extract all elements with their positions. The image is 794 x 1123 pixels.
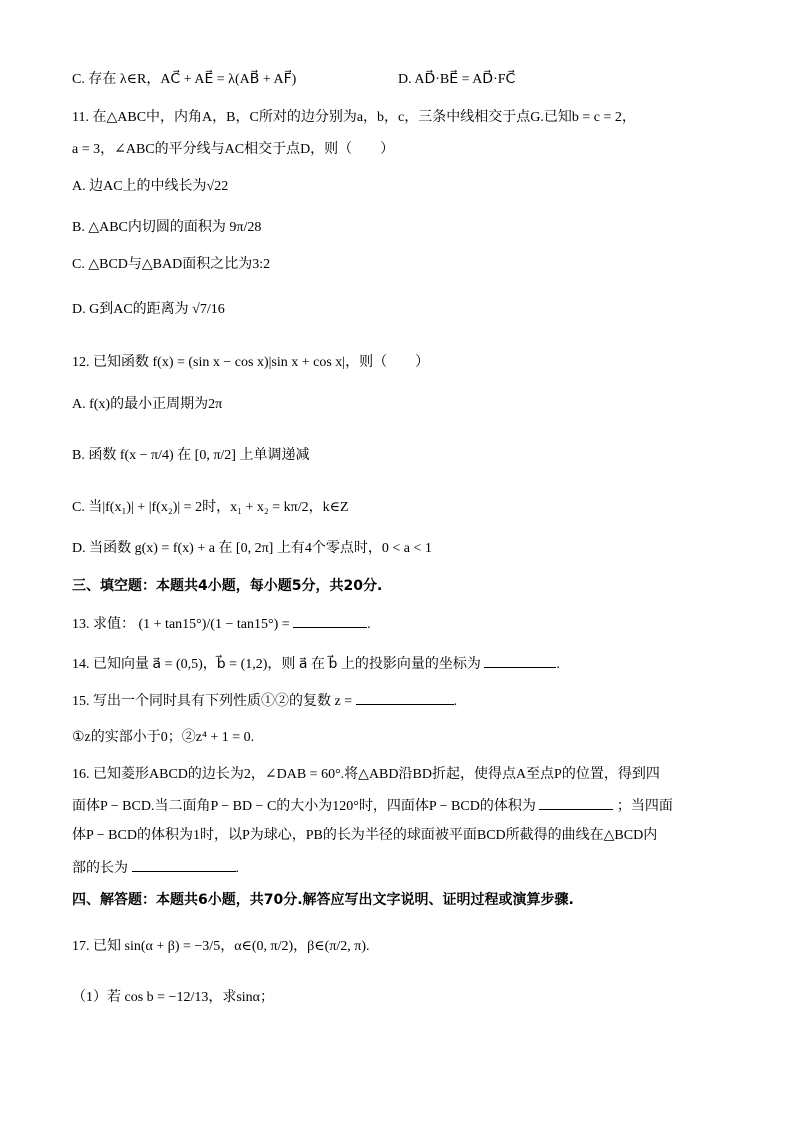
question-13-expression: (1 + tan15°)/(1 − tan15°) = [138,617,290,632]
option-12a: A. f(x)的最小正周期为2π [72,397,223,412]
answer-blank[interactable] [356,690,454,705]
option-12c: C. 当|f(x₁)| + |f(x₂)| = 2时，x₁ + x₂ = kπ/2，k∈Z [72,500,349,515]
answer-blank[interactable] [132,857,236,872]
question-15-properties: ①z的实部小于0；②z⁴ + 1 = 0. [72,730,255,745]
option-11b: B. △ABC内切圆的面积为 9π/28 [72,220,262,235]
option-12b: B. 函数 f(x − π/4) 在 [0, π/2] 上单调递减 [72,448,310,463]
question-12-stem: 12. 已知函数 f(x) = (sin x − cos x)|sin x + cos x|，则（ ） [72,355,430,370]
question-11-stem: 11. 在△ABC中，内角A，B，C所对的边分别为a，b，c，三条中线相交于点G.已知b = c = 2， [72,110,636,125]
question-16-line3: 体P − BCD的体积为1时，以P为球心，PB的长为半径的球面被平面BCD所截得的曲线在△BCD内 [72,828,658,843]
option-10d: D. AD⃗·BE⃗ = AD⃗·FC⃗ [398,72,516,87]
question-11-stem-cont: a = 3，∠ABC的平分线与AC相交于点D，则（ ） [72,142,395,157]
question-13-label: 13. 求值： [72,617,135,632]
option-11c: C. △BCD与△BAD面积之比为3:2 [72,257,271,272]
question-17-stem: 17. 已知 sin(α + β) = −3/5，α∈(0, π/2)，β∈(π/2, π). [72,939,370,954]
section-heading-fill-in: 三、填空题：本题共4小题，每小题5分，共20分. [72,578,383,594]
section-heading-solutions: 四、解答题：本题共6小题，共70分.解答应写出文字说明、证明过程或演算步骤. [72,892,574,908]
question-16-line2 [72,795,673,817]
option-11d: D. G到AC的距离为 √7/16 [72,302,225,317]
question-16-text-end: 部的长为 [72,861,128,876]
question-16-line4: 部的长为 . [72,857,239,879]
question-14-text: 14. 已知向量 a⃗ = (0,5)，b⃗ = (1,2)，则 a⃗ 在 b⃗ 上的投影向量的坐标为 [72,657,481,672]
question-16-text: 面体P − BCD.当二面角P − BD − C的大小为120°时，四面体P − BCD的体积为 [72,799,536,814]
answer-blank[interactable] [484,653,556,668]
answer-blank[interactable] [293,613,367,628]
question-15-text: 15. 写出一个同时具有下列性质①②的复数 z = [72,694,353,709]
option-10c: C. 存在 λ∈R，AC⃗ + AE⃗ = λ(AB⃗ + AF⃗) [72,72,297,87]
question-14: 14. 已知向量 a⃗ = (0,5)，b⃗ = (1,2)，则 a⃗ 在 b⃗ 上的投影向量的坐标为 . [72,653,560,675]
option-12d: D. 当函数 g(x) = f(x) + a 在 [0, 2π] 上有4个零点时，0 < a < 1 [72,541,432,556]
question-16-line1: 16. 已知菱形ABCD的边长为2，∠DAB = 60°.将△ABD沿BD折起，使得点A至点P的位置，得到四 [72,767,660,782]
question-16-text-cont: ；当四面 [616,799,673,814]
answer-blank[interactable] [539,795,613,810]
question-15: 15. 写出一个同时具有下列性质①②的复数 z = . [72,690,457,712]
option-11a: A. 边AC上的中线长为√22 [72,179,229,194]
question-13: 13. 求值： (1 + tan15°)/(1 − tan15°) = . [72,613,371,635]
question-17-part1: （1）若 cos b = −12/13，求sinα； [72,990,275,1005]
